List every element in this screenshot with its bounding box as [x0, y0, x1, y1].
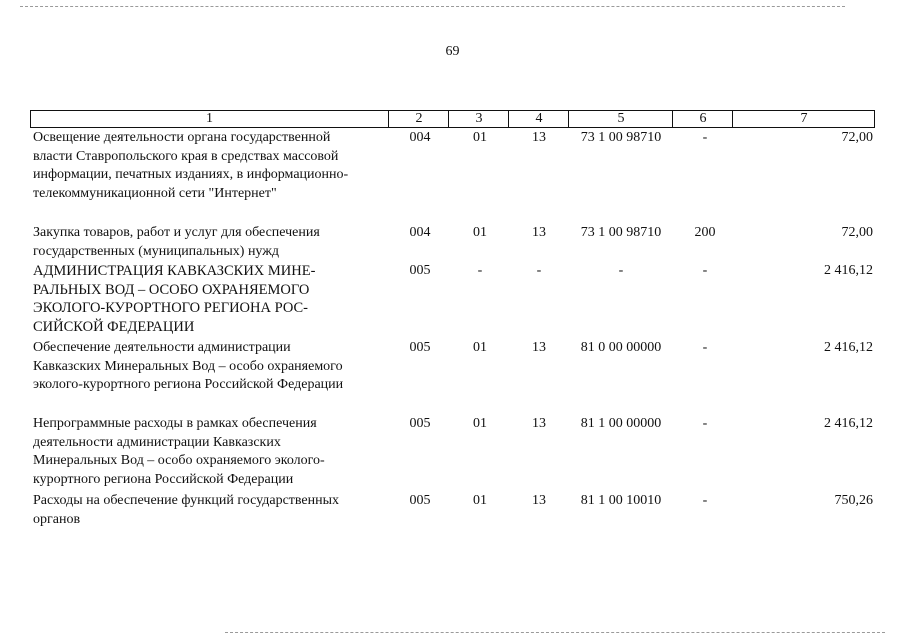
description-line: телекоммуникационной сети "Интернет" [33, 185, 277, 201]
scan-artifact-bottom [225, 632, 885, 633]
row-description [33, 224, 383, 261]
header-col-7: 7 [732, 111, 875, 127]
cell-col-7: 2 416,12 [824, 416, 873, 431]
cell-col-2: 005 [409, 493, 431, 508]
description-line: Освещение деятельности органа государственной [33, 130, 331, 145]
description-line: власти Ставропольского края в средствах массовой [33, 148, 339, 164]
cell-col-7: 2 416,12 [824, 340, 873, 355]
description-line: Расходы на обеспечение функций государственных [33, 493, 340, 508]
description-line: АДМИНИСТРАЦИЯ КАВКАЗСКИХ МИНЕ- [33, 263, 316, 279]
cell-col-5: 73 1 00 98710 [580, 225, 662, 240]
row-description [33, 492, 383, 529]
description-line: информации, печатных изданиях, в информационно- [33, 167, 349, 182]
description-line: РАЛЬНЫХ ВОД – ОСОБО ОХРАНЯЕМОГО [33, 281, 310, 298]
scan-artifact-top [20, 6, 845, 7]
description-line: государственных (муниципальных) нужд [33, 243, 280, 259]
description-line: Минеральных Вод – особо охраняемого эколого- [33, 453, 325, 468]
page-number: 69 [445, 44, 460, 59]
cell-col-2: 005 [409, 340, 431, 355]
table-header [30, 110, 875, 128]
cell-col-2: 004 [409, 130, 431, 145]
cell-col-6: - [702, 416, 708, 431]
cell-col-2: 005 [409, 263, 431, 278]
description-line: курортного региона Российской Федерации [33, 471, 294, 487]
cell-col-3: 01 [473, 493, 487, 508]
cell-col-5: 81 1 00 00000 [580, 416, 662, 431]
cell-col-5: 73 1 00 98710 [580, 130, 662, 145]
cell-col-7: 2 416,12 [824, 263, 873, 278]
cell-col-3: 01 [473, 416, 487, 431]
cell-col-6: - [702, 340, 708, 355]
header-col-3: 3 [448, 111, 509, 127]
cell-col-6: - [702, 493, 708, 508]
cell-col-2: 005 [409, 416, 431, 431]
cell-col-5: 81 1 00 10010 [580, 493, 662, 508]
cell-col-4: 13 [532, 225, 546, 240]
cell-col-3: - [477, 263, 483, 278]
cell-col-2: 004 [409, 225, 431, 240]
description-line: органов [33, 511, 81, 527]
cell-col-6: 200 [694, 225, 716, 240]
cell-col-3: 01 [473, 340, 487, 355]
description-line: ЭКОЛОГО-КУРОРТНОГО РЕГИОНА РОС- [33, 300, 308, 316]
cell-col-4: 13 [532, 416, 546, 431]
row-description [33, 262, 383, 336]
description-line: эколого-курортного региона Российской Федерации [33, 377, 344, 392]
cell-col-4: 13 [532, 493, 546, 508]
header-col-4: 4 [508, 111, 569, 127]
cell-col-7: 72,00 [841, 225, 873, 240]
description-line: Обеспечение деятельности администрации [33, 340, 291, 355]
description-line: деятельности администрации Кавказских [33, 434, 281, 450]
cell-col-5: 81 0 00 00000 [580, 340, 662, 355]
cell-col-4: - [536, 263, 542, 278]
cell-col-6: - [702, 263, 708, 278]
description-line: Непрограммные расходы в рамках обеспечения [33, 416, 317, 431]
row-description [33, 415, 383, 489]
header-col-6: 6 [672, 111, 733, 127]
cell-col-3: 01 [473, 130, 487, 145]
header-col-5: 5 [568, 111, 673, 127]
description-line: СИЙСКОЙ ФЕДЕРАЦИИ [33, 318, 195, 335]
row-description [33, 339, 383, 395]
cell-col-5: - [618, 263, 624, 278]
description-line: Закупка товаров, работ и услуг для обеспечения [33, 225, 320, 240]
cell-col-4: 13 [532, 340, 546, 355]
cell-col-7: 72,00 [841, 130, 873, 145]
cell-col-4: 13 [532, 130, 546, 145]
row-description [33, 129, 383, 203]
header-col-2: 2 [388, 111, 449, 127]
cell-col-3: 01 [473, 225, 487, 240]
header-col-1: 1 [206, 111, 213, 126]
cell-col-6: - [702, 130, 708, 145]
cell-col-7: 750,26 [834, 493, 873, 508]
description-line: Кавказских Минеральных Вод – особо охраняемого [33, 358, 343, 374]
